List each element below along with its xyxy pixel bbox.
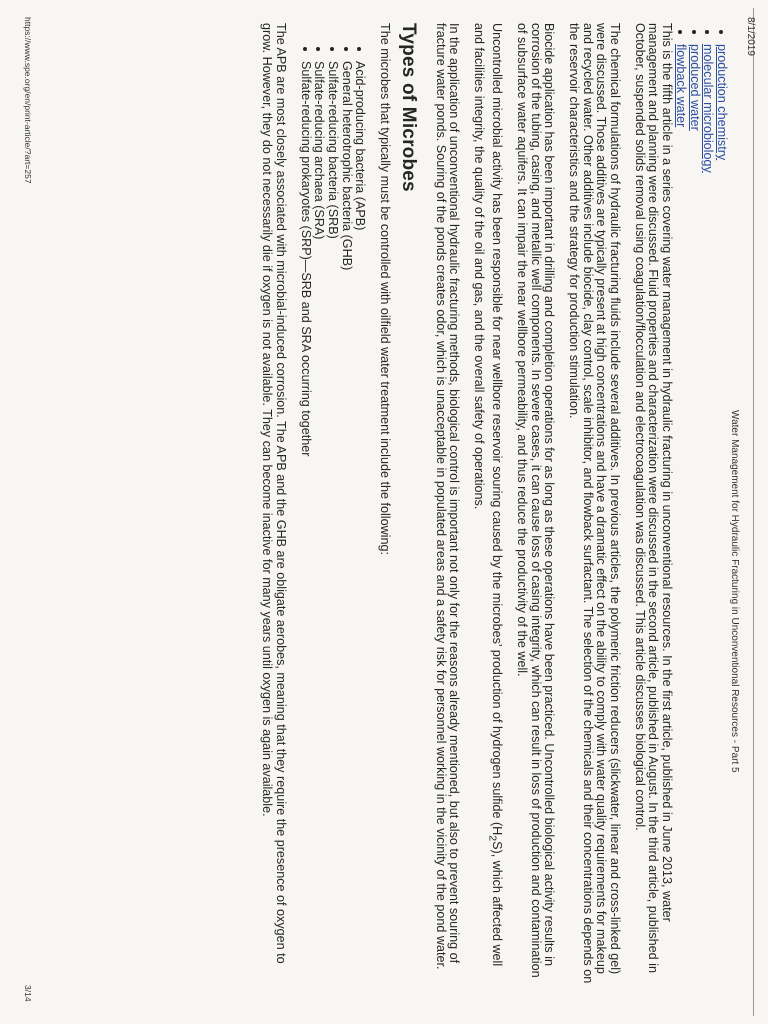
topic-tag-list [673,23,728,988]
section-heading: Types of Microbes [397,23,419,192]
print-footer [13,0,33,1024]
tag-item [701,44,715,988]
apb-paragraph: The APB are most closely associated with microbial-induced corrosion. The APB and the GHB are obligate aerobes, meaning that they require the presence of oxygen to grow. However, they do not necessarily die if oxygen is not available. They can become inactive for many years until oxygen is again available. [260,23,288,964]
tag-link-production-chemistry[interactable]: production chemistry [715,44,729,161]
intro-paragraph-4 [471,23,503,988]
print-header [729,0,768,1024]
intro-paragraph-1: This is the fifth article in a series covering water management in hydraulic fracturing in unconventional resources. In the first article, published in June 2013, water management and planning were discussed. Fluid properties and characterization were discussed in the second article, published in August. In the third article, published in October, suspended solids removal using coagulation/flocculation and electrocoagulation was discussed. This article discusses biological control. [632,23,675,973]
intro-paragraph-3: Biocide application has been important in drilling and completion operations for as long as these operations have been practiced. Uncontrolled biological activity results in corrosion of the tubing, casing, and metallic well components. In severe cases, it can cause loss of casing integrity, which can result in loss of production and contamination of subsurface water aquifers. It can impair the near wellbore permeability, and thus reduce the productivity of the well. [514,23,557,978]
page-number: 3/14 [23,985,33,1002]
tag-item [673,44,687,988]
print-url: https://www.spe.org/en/print-article/?art=257 [23,17,33,184]
microbe-item: • Sulfate-reducing prokaryotes (SRP)—SRB and SRA occurring together [298,61,312,988]
tag-item [687,44,701,988]
microbe-item: • Acid-producing bacteria (APB) [353,61,367,988]
microbes-lead-paragraph: The microbes that typically must be controlled with oilfield water treatment include the following: [378,23,393,555]
microbe-item: • General heterotrophic bacteria (GHB) [339,61,353,988]
tag-item [714,44,728,988]
microbe-item: • Sulfate-reducing archaea (SRA) [312,61,326,988]
print-date: 8/1/2019 [745,17,756,56]
article-body [249,23,729,988]
intro-paragraph-2: The chemical formulations of hydraulic fracturing fluids include several additives. In previous articles, the polymeric friction reducers (slickwater, linear and cross-linked gel) were discussed. Those additives are typically present at high concentrations and have a dramatic effect on the ability to comply with water quality requirements for makeup and recycled water. Other additives include biocide, clay control, scale inhibitor, and flowback surfactant. The selection of the chemicals and their concentrations depends on the reservoir characteristics and the strategy for production stimulation. [566,23,623,984]
h2s-text-start: Uncontrolled microbial activity has been responsible for near wellbore reservoir souring caused by the microbes’ production of hydrogen sulfide (H [490,23,505,836]
microbe-item: • Sulfate-reducing bacteria (SRB) [325,61,339,988]
tag-link-molecular-microbiology[interactable]: molecular microbiology [701,44,716,173]
microbe-list [298,23,367,988]
h2s-text-end: S), which affected well and facilities integrity, the quality of the oil and gas, and the overall safety of operations. [471,23,505,967]
print-title: Water Management for Hydraulic Fracturing in Unconventional Resources - Part 5 [729,410,740,773]
h2s-subscript: 2 [486,835,499,842]
intro-paragraph-5: In the application of unconventional hydraulic fracturing methods, biological control is important not only for the reasons already mentioned, but also to prevent souring of fracture water ponds. Souring of the ponds creates odor, which is unacceptable in populated areas and a safety risk for personnel working in the vicinity of the pond water. [433,23,462,970]
tag-link-produced-water[interactable]: produced water [687,44,702,131]
tag-link-flowback-water[interactable]: flowback water [673,44,688,128]
